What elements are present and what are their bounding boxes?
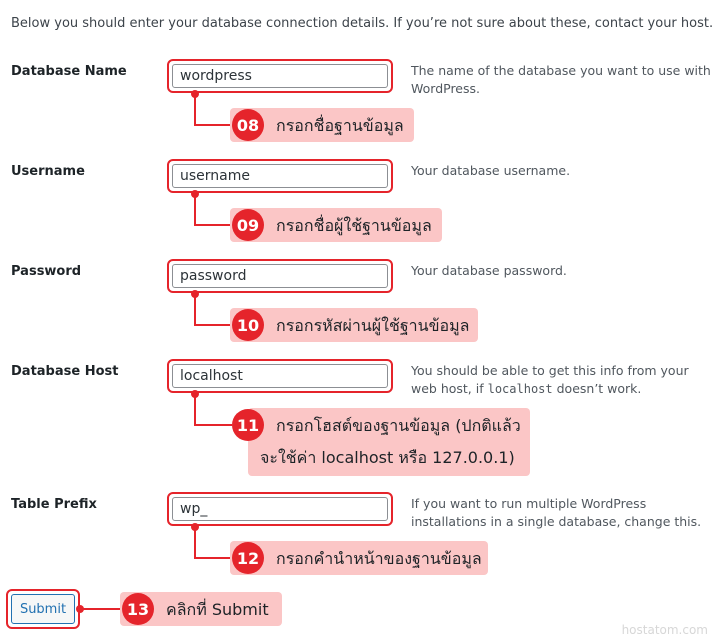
step-badge: 11 xyxy=(232,409,264,441)
callout-text: กรอกชื่อฐานข้อมูล xyxy=(276,116,404,135)
description-text: You should be able to get this info from your web host, if xyxy=(411,363,689,396)
connector-line xyxy=(80,608,120,610)
password-highlight xyxy=(167,259,393,293)
connector-line xyxy=(194,294,232,326)
callout-text: กรอกชื่อผู้ใช้ฐานข้อมูล xyxy=(276,216,432,235)
table-prefix-input[interactable] xyxy=(172,497,388,521)
callout-09 xyxy=(230,208,442,242)
callout-text: กรอกโฮสต์ของฐานข้อมูล (ปกติแล้ว xyxy=(276,416,521,435)
password-label: Password xyxy=(11,264,82,279)
step-badge: 10 xyxy=(232,309,264,341)
callout-08 xyxy=(230,108,414,142)
submit-highlight xyxy=(6,589,80,629)
callout-text-line2: จะใช้ค่า localhost หรือ 127.0.0.1) xyxy=(260,448,515,467)
connector-line xyxy=(194,527,232,559)
callout-text: กรอกรหัสผ่านผู้ใช้ฐานข้อมูล xyxy=(276,316,470,335)
username-description: Your database username. xyxy=(411,163,571,178)
description-text: doesn’t work. xyxy=(552,381,642,396)
callout-13 xyxy=(120,592,282,626)
step-badge: 08 xyxy=(232,109,264,141)
callout-text: คลิกที่ Submit xyxy=(166,600,269,619)
connector-line xyxy=(194,394,232,426)
database-host-input[interactable] xyxy=(172,364,388,388)
database-host-label: Database Host xyxy=(11,364,119,379)
callout-10 xyxy=(230,308,478,342)
password-input[interactable] xyxy=(172,264,388,288)
database-host-description xyxy=(411,362,711,398)
database-name-highlight xyxy=(167,59,393,93)
table-prefix-description: If you want to run multiple WordPress installations in a single database, change this. xyxy=(411,496,702,529)
callout-11 xyxy=(236,408,530,476)
callout-12 xyxy=(230,541,488,575)
username-highlight xyxy=(167,159,393,193)
code-snippet: localhost xyxy=(487,382,553,396)
step-badge: 09 xyxy=(232,209,264,241)
step-badge: 12 xyxy=(232,542,264,574)
step-badge: 13 xyxy=(122,593,154,625)
database-host-highlight xyxy=(167,359,393,393)
password-description: Your database password. xyxy=(411,263,567,278)
username-input[interactable] xyxy=(172,164,388,188)
connector-line xyxy=(194,194,232,226)
database-name-label: Database Name xyxy=(11,64,127,79)
watermark: hostatom.com xyxy=(621,623,708,637)
submit-button[interactable]: Submit xyxy=(11,594,75,624)
table-prefix-label: Table Prefix xyxy=(11,497,97,512)
database-name-input[interactable] xyxy=(172,64,388,88)
intro-text: Below you should enter your database connection details. If you’re not sure about these, contact your host. xyxy=(11,16,714,31)
connector-line xyxy=(194,94,232,126)
username-label: Username xyxy=(11,164,85,179)
callout-text: กรอกคำนำหน้าของฐานข้อมูล xyxy=(276,549,482,568)
database-name-description: The name of the database you want to use with WordPress. xyxy=(411,63,711,96)
table-prefix-highlight xyxy=(167,492,393,526)
